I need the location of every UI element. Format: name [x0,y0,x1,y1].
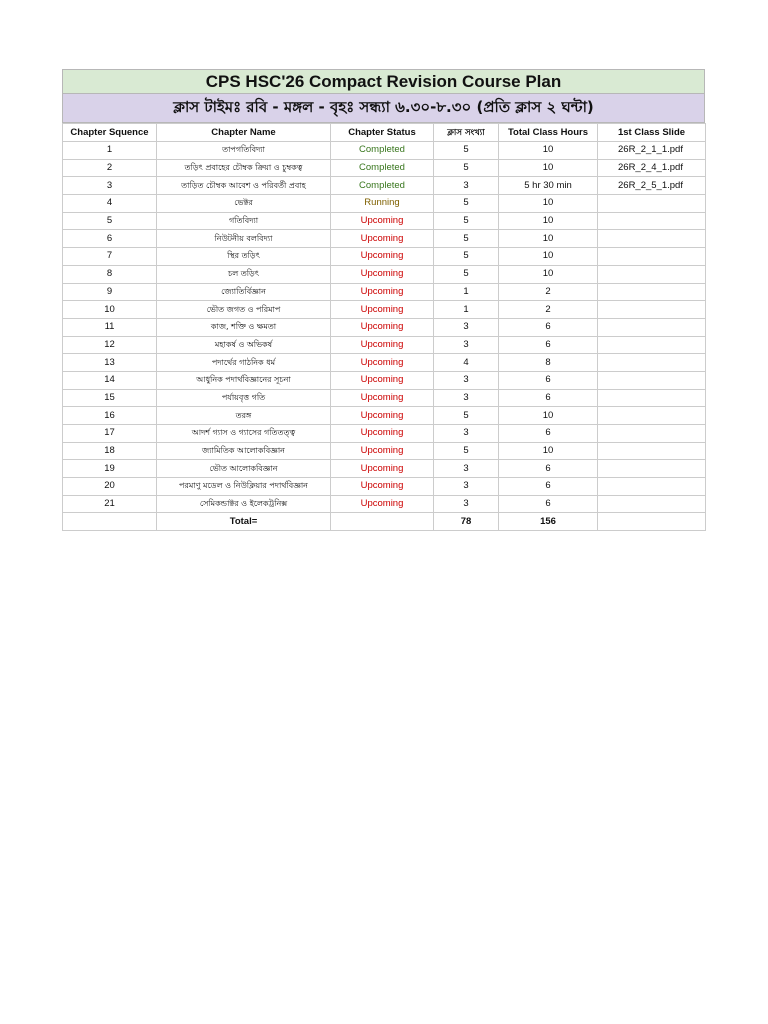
class-count-cell: 3 [434,495,499,513]
chapter-name-cell: তড়িৎ প্রবাহের চৌম্বক ক্রিয়া ও চুম্বকত্ব [157,159,331,177]
total-class-hours-cell: 6 [499,495,598,513]
first-class-slide-cell [598,212,706,230]
first-class-slide-cell [598,407,706,425]
total-class-hours-cell: 10 [499,442,598,460]
header-total-class-hours: Total Class Hours [499,124,598,142]
chapter-status-cell: Upcoming [331,478,434,496]
chapter-name-cell: মহাকর্ষ ও অভিকর্ষ [157,336,331,354]
chapter-name-cell: জ্যোতির্বিজ্ঞান [157,283,331,301]
chapter-sequence-cell: 16 [63,407,157,425]
class-count-cell: 5 [434,195,499,213]
chapter-name-cell: পদার্থের গাঠনিক ধর্ম [157,354,331,372]
table-row [63,407,706,425]
first-class-slide-cell [598,425,706,443]
table-row [63,442,706,460]
chapter-name-cell: নিউটনীয় বলবিদ্যা [157,230,331,248]
chapter-status-cell: Upcoming [331,495,434,513]
first-class-slide-cell [598,318,706,336]
first-class-slide-cell: 26R_2_1_1.pdf [598,142,706,160]
chapter-sequence-cell: 18 [63,442,157,460]
table-body [63,142,706,513]
total-slide-cell [598,513,706,531]
chapter-sequence-cell: 11 [63,318,157,336]
chapter-status-cell: Upcoming [331,318,434,336]
class-count-cell: 1 [434,301,499,319]
class-count-cell: 3 [434,425,499,443]
chapter-sequence-cell: 9 [63,283,157,301]
chapter-status-cell: Upcoming [331,336,434,354]
table-row [63,478,706,496]
chapter-name-cell: কাজ, শক্তি ও ক্ষমতা [157,318,331,336]
header-class-count: ক্লাস সংখ্যা [434,124,499,142]
chapter-name-cell: গতিবিদ্যা [157,212,331,230]
total-class-hours-cell: 10 [499,142,598,160]
table-row [63,265,706,283]
first-class-slide-cell: 26R_2_5_1.pdf [598,177,706,195]
chapter-sequence-cell: 17 [63,425,157,443]
total-class-hours-cell: 10 [499,212,598,230]
chapter-status-cell: Upcoming [331,230,434,248]
first-class-slide-cell [598,354,706,372]
chapter-name-cell: তরঙ্গ [157,407,331,425]
total-class-hours-cell: 10 [499,248,598,266]
header-chapter-status: Chapter Status [331,124,434,142]
table-row [63,495,706,513]
chapter-status-cell: Upcoming [331,442,434,460]
chapter-sequence-cell: 10 [63,301,157,319]
total-seq-cell [63,513,157,531]
class-count-cell: 5 [434,265,499,283]
class-count-cell: 5 [434,442,499,460]
total-class-hours-cell: 6 [499,425,598,443]
first-class-slide-cell [598,195,706,213]
chapter-name-cell: আধুনিক পদার্থবিজ্ঞানের সূচনা [157,371,331,389]
class-count-cell: 5 [434,142,499,160]
first-class-slide-cell [598,248,706,266]
first-class-slide-cell [598,283,706,301]
total-class-hours-cell: 6 [499,371,598,389]
total-class-hours-cell: 10 [499,407,598,425]
chapter-sequence-cell: 12 [63,336,157,354]
chapter-name-cell: তাড়িত চৌম্বক আবেশ ও পরিবর্তী প্রবাহ [157,177,331,195]
class-count-cell: 4 [434,354,499,372]
table-row [63,283,706,301]
table-row [63,425,706,443]
chapter-status-cell: Upcoming [331,425,434,443]
class-count-cell: 3 [434,478,499,496]
table-row [63,389,706,407]
class-count-cell: 3 [434,336,499,354]
chapter-status-cell: Completed [331,177,434,195]
first-class-slide-cell [598,336,706,354]
table-row [63,336,706,354]
class-count-cell: 5 [434,159,499,177]
total-row [63,513,706,531]
class-count-cell: 3 [434,177,499,195]
total-class-hours-cell: 6 [499,336,598,354]
total-class-hours-cell: 8 [499,354,598,372]
chapter-name-cell: ভৌত জগত ও পরিমাপ [157,301,331,319]
chapter-name-cell: পরমাণু মডেল ও নিউক্লিয়ার পদার্থবিজ্ঞান [157,478,331,496]
table-row [63,142,706,160]
class-count-cell: 3 [434,460,499,478]
chapter-name-cell: ভেক্টর [157,195,331,213]
chapter-name-cell: চল তড়িৎ [157,265,331,283]
chapter-name-cell: ভৌত আলোকবিজ্ঞান [157,460,331,478]
chapter-status-cell: Upcoming [331,248,434,266]
total-class-hours-cell: 2 [499,283,598,301]
first-class-slide-cell [598,495,706,513]
first-class-slide-cell: 26R_2_4_1.pdf [598,159,706,177]
total-class-hours-cell: 6 [499,318,598,336]
class-count-cell: 5 [434,230,499,248]
page-title: CPS HSC'26 Compact Revision Course Plan [62,69,705,94]
total-class-hours-cell: 10 [499,265,598,283]
chapter-name-cell: পর্যায়বৃত্ত গতি [157,389,331,407]
chapter-sequence-cell: 6 [63,230,157,248]
table-row [63,371,706,389]
first-class-slide-cell [598,478,706,496]
course-plan-table [62,123,706,531]
chapter-sequence-cell: 15 [63,389,157,407]
chapter-sequence-cell: 8 [63,265,157,283]
first-class-slide-cell [598,230,706,248]
class-count-cell: 5 [434,248,499,266]
table-row [63,248,706,266]
chapter-name-cell: জ্যামিতিক আলোকবিজ্ঞান [157,442,331,460]
first-class-slide-cell [598,371,706,389]
first-class-slide-cell [598,301,706,319]
table-row [63,230,706,248]
chapter-sequence-cell: 13 [63,354,157,372]
header-first-class-slide: 1st Class Slide [598,124,706,142]
class-count-cell: 5 [434,407,499,425]
chapter-name-cell: স্থির তড়িৎ [157,248,331,266]
table-row [63,318,706,336]
first-class-slide-cell [598,265,706,283]
class-count-cell: 5 [434,212,499,230]
table-row [63,301,706,319]
table-row [63,460,706,478]
total-class-hours-cell: 5 hr 30 min [499,177,598,195]
chapter-sequence-cell: 5 [63,212,157,230]
course-plan-sheet [62,69,705,531]
table-row [63,195,706,213]
chapter-status-cell: Upcoming [331,283,434,301]
chapter-status-cell: Upcoming [331,407,434,425]
header-chapter-name: Chapter Name [157,124,331,142]
chapter-status-cell: Completed [331,159,434,177]
chapter-name-cell: আদর্শ গ্যাস ও গ্যাসের গতিতত্ত্ব [157,425,331,443]
chapter-status-cell: Upcoming [331,212,434,230]
first-class-slide-cell [598,389,706,407]
first-class-slide-cell [598,442,706,460]
chapter-sequence-cell: 1 [63,142,157,160]
chapter-status-cell: Upcoming [331,389,434,407]
total-class-hours-cell: 2 [499,301,598,319]
chapter-name-cell: তাপগতিবিদ্যা [157,142,331,160]
total-class-hours-cell: 6 [499,460,598,478]
class-time-subtitle: ক্লাস টাইমঃ রবি - মঙ্গল - বৃহঃ সন্ধ্যা ৬.৩০-৮.৩০ (প্রতি ক্লাস ২ ঘন্টা) [62,94,705,123]
chapter-sequence-cell: 3 [63,177,157,195]
class-count-cell: 3 [434,371,499,389]
table-header-row [63,124,706,142]
total-hours: 156 [499,513,598,531]
total-class-hours-cell: 10 [499,230,598,248]
chapter-name-cell: সেমিকন্ডাক্টর ও ইলেকট্রনিক্স [157,495,331,513]
chapter-status-cell: Upcoming [331,354,434,372]
table-row [63,159,706,177]
chapter-sequence-cell: 19 [63,460,157,478]
total-classes: 78 [434,513,499,531]
chapter-sequence-cell: 2 [63,159,157,177]
table-row [63,177,706,195]
class-count-cell: 3 [434,389,499,407]
chapter-status-cell: Completed [331,142,434,160]
total-class-hours-cell: 10 [499,195,598,213]
first-class-slide-cell [598,460,706,478]
total-class-hours-cell: 10 [499,159,598,177]
total-status-cell [331,513,434,531]
chapter-status-cell: Upcoming [331,371,434,389]
chapter-status-cell: Upcoming [331,265,434,283]
chapter-sequence-cell: 14 [63,371,157,389]
chapter-status-cell: Upcoming [331,301,434,319]
total-label: Total= [157,513,331,531]
class-count-cell: 3 [434,318,499,336]
total-class-hours-cell: 6 [499,389,598,407]
chapter-sequence-cell: 21 [63,495,157,513]
class-count-cell: 1 [434,283,499,301]
header-chapter-sequence: Chapter Squence [63,124,157,142]
chapter-sequence-cell: 20 [63,478,157,496]
total-class-hours-cell: 6 [499,478,598,496]
chapter-status-cell: Running [331,195,434,213]
table-row [63,354,706,372]
table-row [63,212,706,230]
chapter-sequence-cell: 4 [63,195,157,213]
chapter-sequence-cell: 7 [63,248,157,266]
chapter-status-cell: Upcoming [331,460,434,478]
